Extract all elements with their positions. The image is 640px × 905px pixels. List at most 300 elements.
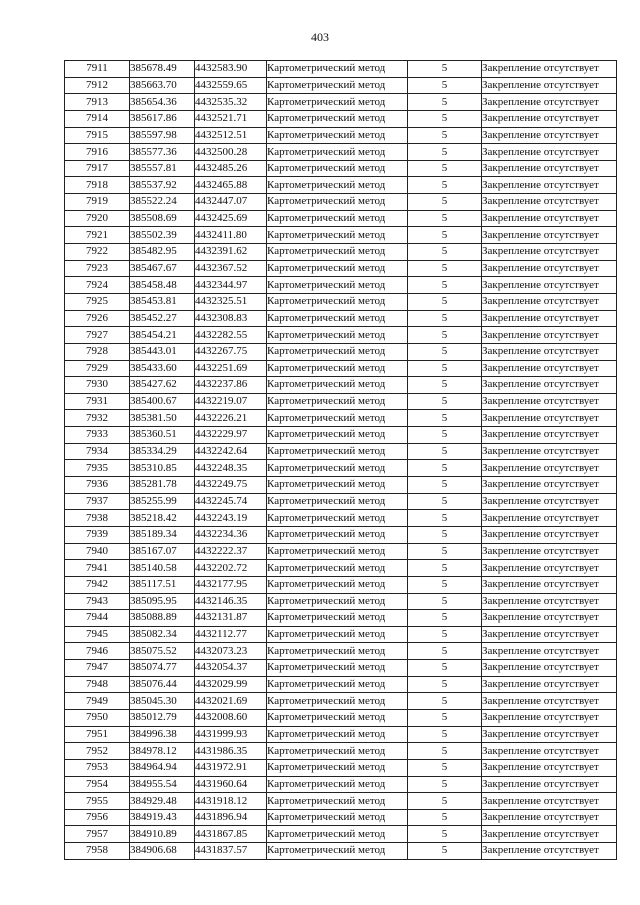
fixation-cell: Закрепление отсутствует — [482, 177, 617, 194]
fixation-cell: Закрепление отсутствует — [482, 427, 617, 444]
point-number-cell: 7935 — [65, 460, 130, 477]
method-cell: Картометрический метод — [267, 543, 408, 560]
method-cell: Картометрический метод — [267, 843, 408, 860]
fixation-cell: Закрепление отсутствует — [482, 693, 617, 710]
point-number-cell: 7958 — [65, 843, 130, 860]
accuracy-cell: 5 — [408, 260, 482, 277]
method-cell: Картометрический метод — [267, 310, 408, 327]
y-coordinate-cell: 4432512.51 — [195, 127, 267, 144]
x-coordinate-cell: 385557.81 — [130, 160, 195, 177]
table-row — [65, 493, 617, 510]
y-coordinate-cell: 4432242.64 — [195, 443, 267, 460]
method-cell: Картометрический метод — [267, 826, 408, 843]
x-coordinate-cell: 385045.30 — [130, 693, 195, 710]
point-number-cell: 7922 — [65, 244, 130, 261]
fixation-cell: Закрепление отсутствует — [482, 293, 617, 310]
point-number-cell: 7940 — [65, 543, 130, 560]
method-cell: Картометрический метод — [267, 526, 408, 543]
x-coordinate-cell: 385381.50 — [130, 410, 195, 427]
table-row — [65, 277, 617, 294]
fixation-cell: Закрепление отсутствует — [482, 610, 617, 627]
y-coordinate-cell: 4432054.37 — [195, 660, 267, 677]
y-coordinate-cell: 4432249.75 — [195, 477, 267, 494]
accuracy-cell: 5 — [408, 526, 482, 543]
fixation-cell: Закрепление отсутствует — [482, 61, 617, 78]
fixation-cell: Закрепление отсутствует — [482, 510, 617, 527]
fixation-cell: Закрепление отсутствует — [482, 194, 617, 211]
point-number-cell: 7953 — [65, 759, 130, 776]
point-number-cell: 7933 — [65, 427, 130, 444]
table-row — [65, 177, 617, 194]
x-coordinate-cell: 385095.95 — [130, 593, 195, 610]
fixation-cell: Закрепление отсутствует — [482, 560, 617, 577]
x-coordinate-cell: 384929.48 — [130, 793, 195, 810]
y-coordinate-cell: 4432021.69 — [195, 693, 267, 710]
table-row — [65, 393, 617, 410]
table-row — [65, 377, 617, 394]
y-coordinate-cell: 4431986.35 — [195, 743, 267, 760]
accuracy-cell: 5 — [408, 809, 482, 826]
x-coordinate-cell: 384955.54 — [130, 776, 195, 793]
table-row — [65, 477, 617, 494]
method-cell: Картометрический метод — [267, 110, 408, 127]
x-coordinate-cell: 384978.12 — [130, 743, 195, 760]
method-cell: Картометрический метод — [267, 427, 408, 444]
method-cell: Картометрический метод — [267, 194, 408, 211]
point-number-cell: 7915 — [65, 127, 130, 144]
table-row — [65, 676, 617, 693]
point-number-cell: 7914 — [65, 110, 130, 127]
point-number-cell: 7937 — [65, 493, 130, 510]
x-coordinate-cell: 384996.38 — [130, 726, 195, 743]
accuracy-cell: 5 — [408, 77, 482, 94]
point-number-cell: 7927 — [65, 327, 130, 344]
fixation-cell: Закрепление отсутствует — [482, 343, 617, 360]
y-coordinate-cell: 4431960.64 — [195, 776, 267, 793]
x-coordinate-cell: 385654.36 — [130, 94, 195, 111]
method-cell: Картометрический метод — [267, 460, 408, 477]
table-row — [65, 310, 617, 327]
point-number-cell: 7938 — [65, 510, 130, 527]
method-cell: Картометрический метод — [267, 443, 408, 460]
table-row — [65, 660, 617, 677]
accuracy-cell: 5 — [408, 244, 482, 261]
point-number-cell: 7951 — [65, 726, 130, 743]
table-row — [65, 327, 617, 344]
method-cell: Картометрический метод — [267, 244, 408, 261]
fixation-cell: Закрепление отсутствует — [482, 493, 617, 510]
point-number-cell: 7947 — [65, 660, 130, 677]
y-coordinate-cell: 4432367.52 — [195, 260, 267, 277]
x-coordinate-cell: 385452.27 — [130, 310, 195, 327]
point-number-cell: 7928 — [65, 343, 130, 360]
method-cell: Картометрический метод — [267, 477, 408, 494]
fixation-cell: Закрепление отсутствует — [482, 709, 617, 726]
y-coordinate-cell: 4432008.60 — [195, 709, 267, 726]
accuracy-cell: 5 — [408, 194, 482, 211]
fixation-cell: Закрепление отсутствует — [482, 593, 617, 610]
point-number-cell: 7946 — [65, 643, 130, 660]
table-row — [65, 643, 617, 660]
fixation-cell: Закрепление отсутствует — [482, 776, 617, 793]
accuracy-cell: 5 — [408, 277, 482, 294]
table-row — [65, 260, 617, 277]
table-row — [65, 410, 617, 427]
table-row — [65, 160, 617, 177]
method-cell: Картометрический метод — [267, 343, 408, 360]
table-row — [65, 94, 617, 111]
accuracy-cell: 5 — [408, 576, 482, 593]
point-number-cell: 7956 — [65, 809, 130, 826]
x-coordinate-cell: 385074.77 — [130, 660, 195, 677]
table-row — [65, 693, 617, 710]
x-coordinate-cell: 384910.89 — [130, 826, 195, 843]
method-cell: Картометрический метод — [267, 593, 408, 610]
accuracy-cell: 5 — [408, 560, 482, 577]
fixation-cell: Закрепление отсутствует — [482, 576, 617, 593]
accuracy-cell: 5 — [408, 177, 482, 194]
y-coordinate-cell: 4432177.95 — [195, 576, 267, 593]
point-number-cell: 7924 — [65, 277, 130, 294]
y-coordinate-cell: 4432425.69 — [195, 210, 267, 227]
fixation-cell: Закрепление отсутствует — [482, 94, 617, 111]
x-coordinate-cell: 385255.99 — [130, 493, 195, 510]
y-coordinate-cell: 4431972.91 — [195, 759, 267, 776]
y-coordinate-cell: 4432521.71 — [195, 110, 267, 127]
y-coordinate-cell: 4432267.75 — [195, 343, 267, 360]
table-row — [65, 77, 617, 94]
x-coordinate-cell: 385189.34 — [130, 526, 195, 543]
point-number-cell: 7929 — [65, 360, 130, 377]
accuracy-cell: 5 — [408, 543, 482, 560]
table-row — [65, 759, 617, 776]
point-number-cell: 7950 — [65, 709, 130, 726]
x-coordinate-cell: 385075.52 — [130, 643, 195, 660]
table-row — [65, 61, 617, 78]
table-row — [65, 127, 617, 144]
fixation-cell: Закрепление отсутствует — [482, 144, 617, 161]
method-cell: Картометрический метод — [267, 493, 408, 510]
accuracy-cell: 5 — [408, 610, 482, 627]
accuracy-cell: 5 — [408, 360, 482, 377]
point-number-cell: 7939 — [65, 526, 130, 543]
y-coordinate-cell: 4432219.07 — [195, 393, 267, 410]
method-cell: Картометрический метод — [267, 560, 408, 577]
method-cell: Картометрический метод — [267, 160, 408, 177]
point-number-cell: 7931 — [65, 393, 130, 410]
point-number-cell: 7955 — [65, 793, 130, 810]
method-cell: Картометрический метод — [267, 327, 408, 344]
y-coordinate-cell: 4432234.36 — [195, 526, 267, 543]
table-row — [65, 244, 617, 261]
table-row — [65, 427, 617, 444]
y-coordinate-cell: 4432202.72 — [195, 560, 267, 577]
x-coordinate-cell: 385537.92 — [130, 177, 195, 194]
x-coordinate-cell: 385140.58 — [130, 560, 195, 577]
method-cell: Картометрический метод — [267, 360, 408, 377]
fixation-cell: Закрепление отсутствует — [482, 676, 617, 693]
table-row — [65, 194, 617, 211]
x-coordinate-cell: 385522.24 — [130, 194, 195, 211]
table-row — [65, 576, 617, 593]
x-coordinate-cell: 385400.67 — [130, 393, 195, 410]
y-coordinate-cell: 4431896.94 — [195, 809, 267, 826]
x-coordinate-cell: 385454.21 — [130, 327, 195, 344]
method-cell: Картометрический метод — [267, 759, 408, 776]
x-coordinate-cell: 385482.95 — [130, 244, 195, 261]
point-number-cell: 7944 — [65, 610, 130, 627]
y-coordinate-cell: 4432447.07 — [195, 194, 267, 211]
table-row — [65, 343, 617, 360]
x-coordinate-cell: 385617.86 — [130, 110, 195, 127]
method-cell: Картометрический метод — [267, 144, 408, 161]
table-row — [65, 227, 617, 244]
point-number-cell: 7957 — [65, 826, 130, 843]
fixation-cell: Закрепление отсутствует — [482, 160, 617, 177]
x-coordinate-cell: 385453.81 — [130, 293, 195, 310]
accuracy-cell: 5 — [408, 94, 482, 111]
fixation-cell: Закрепление отсутствует — [482, 393, 617, 410]
fixation-cell: Закрепление отсутствует — [482, 743, 617, 760]
y-coordinate-cell: 4432243.19 — [195, 510, 267, 527]
fixation-cell: Закрепление отсутствует — [482, 110, 617, 127]
method-cell: Картометрический метод — [267, 743, 408, 760]
coordinates-table — [64, 60, 617, 860]
x-coordinate-cell: 385663.70 — [130, 77, 195, 94]
fixation-cell: Закрепление отсутствует — [482, 410, 617, 427]
x-coordinate-cell: 385334.29 — [130, 443, 195, 460]
accuracy-cell: 5 — [408, 327, 482, 344]
x-coordinate-cell: 384919.43 — [130, 809, 195, 826]
fixation-cell: Закрепление отсутствует — [482, 244, 617, 261]
x-coordinate-cell: 385088.89 — [130, 610, 195, 627]
y-coordinate-cell: 4431999.93 — [195, 726, 267, 743]
accuracy-cell: 5 — [408, 776, 482, 793]
method-cell: Картометрический метод — [267, 693, 408, 710]
point-number-cell: 7952 — [65, 743, 130, 760]
fixation-cell: Закрепление отсутствует — [482, 443, 617, 460]
point-number-cell: 7912 — [65, 77, 130, 94]
point-number-cell: 7942 — [65, 576, 130, 593]
table-row — [65, 826, 617, 843]
page-number: 403 — [311, 30, 329, 44]
x-coordinate-cell: 385360.51 — [130, 427, 195, 444]
y-coordinate-cell: 4432465.88 — [195, 177, 267, 194]
table-row — [65, 460, 617, 477]
fixation-cell: Закрепление отсутствует — [482, 360, 617, 377]
y-coordinate-cell: 4432029.99 — [195, 676, 267, 693]
accuracy-cell: 5 — [408, 477, 482, 494]
fixation-cell: Закрепление отсутствует — [482, 543, 617, 560]
y-coordinate-cell: 4431837.57 — [195, 843, 267, 860]
accuracy-cell: 5 — [408, 410, 482, 427]
table-row — [65, 510, 617, 527]
y-coordinate-cell: 4432248.35 — [195, 460, 267, 477]
fixation-cell: Закрепление отсутствует — [482, 260, 617, 277]
fixation-cell: Закрепление отсутствует — [482, 526, 617, 543]
accuracy-cell: 5 — [408, 61, 482, 78]
x-coordinate-cell: 385082.34 — [130, 626, 195, 643]
method-cell: Картометрический метод — [267, 576, 408, 593]
point-number-cell: 7921 — [65, 227, 130, 244]
x-coordinate-cell: 385310.85 — [130, 460, 195, 477]
accuracy-cell: 5 — [408, 460, 482, 477]
accuracy-cell: 5 — [408, 660, 482, 677]
point-number-cell: 7919 — [65, 194, 130, 211]
point-number-cell: 7916 — [65, 144, 130, 161]
x-coordinate-cell: 385427.62 — [130, 377, 195, 394]
table-row — [65, 593, 617, 610]
accuracy-cell: 5 — [408, 310, 482, 327]
accuracy-cell: 5 — [408, 343, 482, 360]
fixation-cell: Закрепление отсутствует — [482, 843, 617, 860]
method-cell: Картометрический метод — [267, 660, 408, 677]
accuracy-cell: 5 — [408, 709, 482, 726]
y-coordinate-cell: 4432222.37 — [195, 543, 267, 560]
point-number-cell: 7949 — [65, 693, 130, 710]
x-coordinate-cell: 385433.60 — [130, 360, 195, 377]
fixation-cell: Закрепление отсутствует — [482, 793, 617, 810]
fixation-cell: Закрепление отсутствует — [482, 127, 617, 144]
point-number-cell: 7945 — [65, 626, 130, 643]
table-row — [65, 843, 617, 860]
table-row — [65, 626, 617, 643]
coordinates-table-body — [65, 61, 617, 860]
y-coordinate-cell: 4432325.51 — [195, 293, 267, 310]
accuracy-cell: 5 — [408, 676, 482, 693]
x-coordinate-cell: 385218.42 — [130, 510, 195, 527]
accuracy-cell: 5 — [408, 393, 482, 410]
table-row — [65, 360, 617, 377]
x-coordinate-cell: 384964.94 — [130, 759, 195, 776]
table-row — [65, 776, 617, 793]
method-cell: Картометрический метод — [267, 726, 408, 743]
method-cell: Картометрический метод — [267, 510, 408, 527]
accuracy-cell: 5 — [408, 626, 482, 643]
point-number-cell: 7925 — [65, 293, 130, 310]
y-coordinate-cell: 4432146.35 — [195, 593, 267, 610]
fixation-cell: Закрепление отсутствует — [482, 626, 617, 643]
fixation-cell: Закрепление отсутствует — [482, 210, 617, 227]
x-coordinate-cell: 385502.39 — [130, 227, 195, 244]
table-row — [65, 793, 617, 810]
table-row — [65, 709, 617, 726]
method-cell: Картометрический метод — [267, 77, 408, 94]
accuracy-cell: 5 — [408, 293, 482, 310]
accuracy-cell: 5 — [408, 593, 482, 610]
accuracy-cell: 5 — [408, 743, 482, 760]
method-cell: Картометрический метод — [267, 410, 408, 427]
method-cell: Картометрический метод — [267, 293, 408, 310]
method-cell: Картометрический метод — [267, 377, 408, 394]
y-coordinate-cell: 4431867.85 — [195, 826, 267, 843]
x-coordinate-cell: 385443.01 — [130, 343, 195, 360]
x-coordinate-cell: 385281.78 — [130, 477, 195, 494]
method-cell: Картометрический метод — [267, 610, 408, 627]
x-coordinate-cell: 385508.69 — [130, 210, 195, 227]
accuracy-cell: 5 — [408, 160, 482, 177]
y-coordinate-cell: 4432308.83 — [195, 310, 267, 327]
accuracy-cell: 5 — [408, 510, 482, 527]
method-cell: Картометрический метод — [267, 776, 408, 793]
table-row — [65, 110, 617, 127]
fixation-cell: Закрепление отсутствует — [482, 377, 617, 394]
point-number-cell: 7923 — [65, 260, 130, 277]
y-coordinate-cell: 4432229.97 — [195, 427, 267, 444]
point-number-cell: 7934 — [65, 443, 130, 460]
accuracy-cell: 5 — [408, 127, 482, 144]
fixation-cell: Закрепление отсутствует — [482, 660, 617, 677]
method-cell: Картометрический метод — [267, 809, 408, 826]
accuracy-cell: 5 — [408, 843, 482, 860]
accuracy-cell: 5 — [408, 210, 482, 227]
fixation-cell: Закрепление отсутствует — [482, 77, 617, 94]
method-cell: Картометрический метод — [267, 626, 408, 643]
x-coordinate-cell: 385467.67 — [130, 260, 195, 277]
table-row — [65, 610, 617, 627]
y-coordinate-cell: 4432391.62 — [195, 244, 267, 261]
point-number-cell: 7943 — [65, 593, 130, 610]
y-coordinate-cell: 4432485.26 — [195, 160, 267, 177]
accuracy-cell: 5 — [408, 227, 482, 244]
method-cell: Картометрический метод — [267, 643, 408, 660]
table-row — [65, 809, 617, 826]
fixation-cell: Закрепление отсутствует — [482, 826, 617, 843]
accuracy-cell: 5 — [408, 726, 482, 743]
table-row — [65, 293, 617, 310]
y-coordinate-cell: 4432237.86 — [195, 377, 267, 394]
y-coordinate-cell: 4432282.55 — [195, 327, 267, 344]
table-row — [65, 526, 617, 543]
fixation-cell: Закрепление отсутствует — [482, 643, 617, 660]
table-row — [65, 726, 617, 743]
accuracy-cell: 5 — [408, 443, 482, 460]
point-number-cell: 7948 — [65, 676, 130, 693]
point-number-cell: 7918 — [65, 177, 130, 194]
method-cell: Картометрический метод — [267, 177, 408, 194]
fixation-cell: Закрепление отсутствует — [482, 759, 617, 776]
method-cell: Картометрический метод — [267, 210, 408, 227]
accuracy-cell: 5 — [408, 144, 482, 161]
point-number-cell: 7930 — [65, 377, 130, 394]
accuracy-cell: 5 — [408, 427, 482, 444]
y-coordinate-cell: 4432411.80 — [195, 227, 267, 244]
table-row — [65, 443, 617, 460]
method-cell: Картометрический метод — [267, 127, 408, 144]
method-cell: Картометрический метод — [267, 393, 408, 410]
x-coordinate-cell: 385678.49 — [130, 61, 195, 78]
x-coordinate-cell: 385117.51 — [130, 576, 195, 593]
y-coordinate-cell: 4432559.65 — [195, 77, 267, 94]
fixation-cell: Закрепление отсутствует — [482, 310, 617, 327]
accuracy-cell: 5 — [408, 110, 482, 127]
x-coordinate-cell: 384906.68 — [130, 843, 195, 860]
x-coordinate-cell: 385012.79 — [130, 709, 195, 726]
fixation-cell: Закрепление отсутствует — [482, 726, 617, 743]
point-number-cell: 7954 — [65, 776, 130, 793]
x-coordinate-cell: 385597.98 — [130, 127, 195, 144]
accuracy-cell: 5 — [408, 493, 482, 510]
fixation-cell: Закрепление отсутствует — [482, 477, 617, 494]
y-coordinate-cell: 4432251.69 — [195, 360, 267, 377]
y-coordinate-cell: 4432112.77 — [195, 626, 267, 643]
table-row — [65, 560, 617, 577]
y-coordinate-cell: 4432073.23 — [195, 643, 267, 660]
y-coordinate-cell: 4432245.74 — [195, 493, 267, 510]
method-cell: Картометрический метод — [267, 94, 408, 111]
method-cell: Картометрический метод — [267, 227, 408, 244]
point-number-cell: 7920 — [65, 210, 130, 227]
